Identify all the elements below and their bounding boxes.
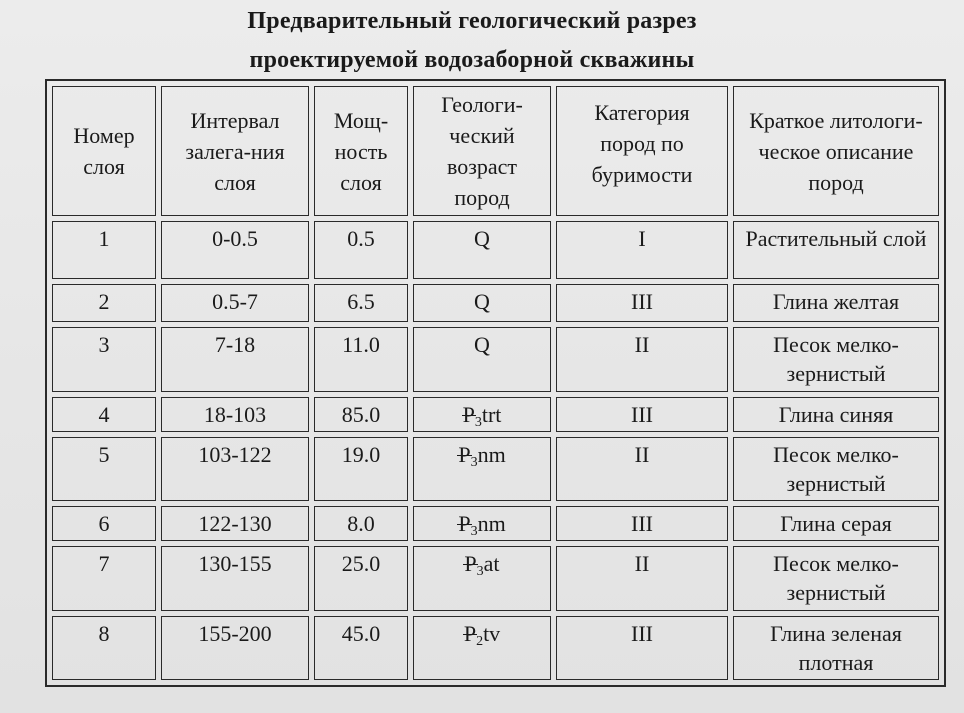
cell-drilling-category: III [556,397,728,432]
age-index-suffix: nm [477,441,506,467]
cell-lithology-description: Глина зеленая плотная [733,616,939,680]
cell-layer-number: 2 [52,284,156,322]
document-title-line-1: Предварительный геологический разрез [247,8,697,34]
cell-drilling-category: II [556,546,728,610]
header-interval-text: Интервал залега-ния слоя [185,107,285,195]
age-index-subscript: 3 [470,454,478,470]
age-index-subscript: 2 [476,633,484,649]
cell-layer-number: 5 [52,437,156,501]
cell-thickness: 8.0 [314,506,408,541]
age-index-suffix: trt [481,401,502,427]
cell-thickness: 19.0 [314,437,408,501]
cell-lithology-description: Глина серая [733,506,939,541]
header-lithology [733,86,939,216]
cell-geological-age [413,616,551,680]
cell-geological-age [413,221,551,279]
age-index-letter: Q [474,332,490,358]
cell-interval: 0.5-7 [161,284,309,322]
age-index-subscript: 3 [470,524,478,540]
cell-layer-number: 3 [52,327,156,391]
cell-geological-age [413,397,551,432]
table-row [52,437,939,501]
header-geological-age-text: Геологи-ческий возраст пород [441,92,523,210]
cell-interval: 7-18 [161,327,309,391]
cell-layer-number: 8 [52,616,156,680]
table-row [52,506,939,541]
header-drilling-category-text: Категория пород по буримости [591,100,693,187]
cell-thickness: 6.5 [314,284,408,322]
age-index-suffix: tv [483,620,501,646]
cell-interval: 122-130 [161,506,309,541]
cell-layer-number: 6 [52,506,156,541]
cell-lithology-description: Глина синяя [733,397,939,432]
cell-layer-number: 1 [52,221,156,279]
header-layer-number-text: Номер слоя [73,123,135,179]
header-drilling-category [556,86,728,216]
cell-drilling-category: II [556,437,728,501]
header-interval [161,86,309,216]
age-index-subscript: 3 [474,414,482,430]
cell-lithology-description: Песок мелко-зернистый [733,437,939,501]
age-index-letter: P [463,620,477,646]
cell-interval: 130-155 [161,546,309,610]
cell-thickness: 11.0 [314,327,408,391]
cell-layer-number: 7 [52,546,156,610]
header-layer-number [52,86,156,216]
cell-drilling-category: III [556,616,728,680]
document-title-line-2: проектируемой водозаборной скважины [249,47,695,73]
header-lithology-text: Краткое литологи-ческое описание пород [749,107,923,195]
cell-thickness: 25.0 [314,546,408,610]
cell-geological-age [413,284,551,322]
cell-thickness: 0.5 [314,221,408,279]
header-thickness-text: Мощ-ность слоя [333,107,389,195]
age-index-subscript: 3 [476,564,484,580]
cell-interval: 155-200 [161,616,309,680]
age-index-suffix: nm [477,511,506,537]
cell-interval: 103-122 [161,437,309,501]
table-header-row [52,86,939,216]
cell-geological-age [413,327,551,391]
cell-thickness: 85.0 [314,397,408,432]
age-index-letter: Q [474,226,490,251]
table-row [52,284,939,322]
cell-lithology-description: Глина желтая [733,284,939,322]
table-row [52,616,939,680]
table-row [52,327,939,391]
cell-layer-number: 4 [52,397,156,432]
cell-geological-age [413,437,551,501]
age-index-letter: P [464,551,477,577]
cell-interval: 0-0.5 [161,221,309,279]
age-index-suffix: at [483,551,500,577]
header-thickness [314,86,408,216]
cell-lithology-description: Растительный слой [733,221,939,279]
age-index-letter: P [458,511,471,537]
table-row [52,546,939,610]
table-row [52,221,939,279]
cell-drilling-category: III [556,506,728,541]
cell-lithology-description: Песок мелко-зернистый [733,546,939,610]
cell-geological-age [413,546,551,610]
age-index-letter: Q [474,289,490,315]
cell-lithology-description: Песок мелко-зернистый [733,327,939,391]
header-geological-age [413,86,551,216]
cell-drilling-category: II [556,327,728,391]
age-index-letter: P [462,401,475,427]
table-row [52,397,939,432]
cell-geological-age [413,506,551,541]
cell-drilling-category: I [556,221,728,279]
age-index-letter: P [458,441,471,467]
cell-drilling-category: III [556,284,728,322]
geological-section-table [45,79,946,687]
cell-thickness: 45.0 [314,616,408,680]
cell-interval: 18-103 [161,397,309,432]
